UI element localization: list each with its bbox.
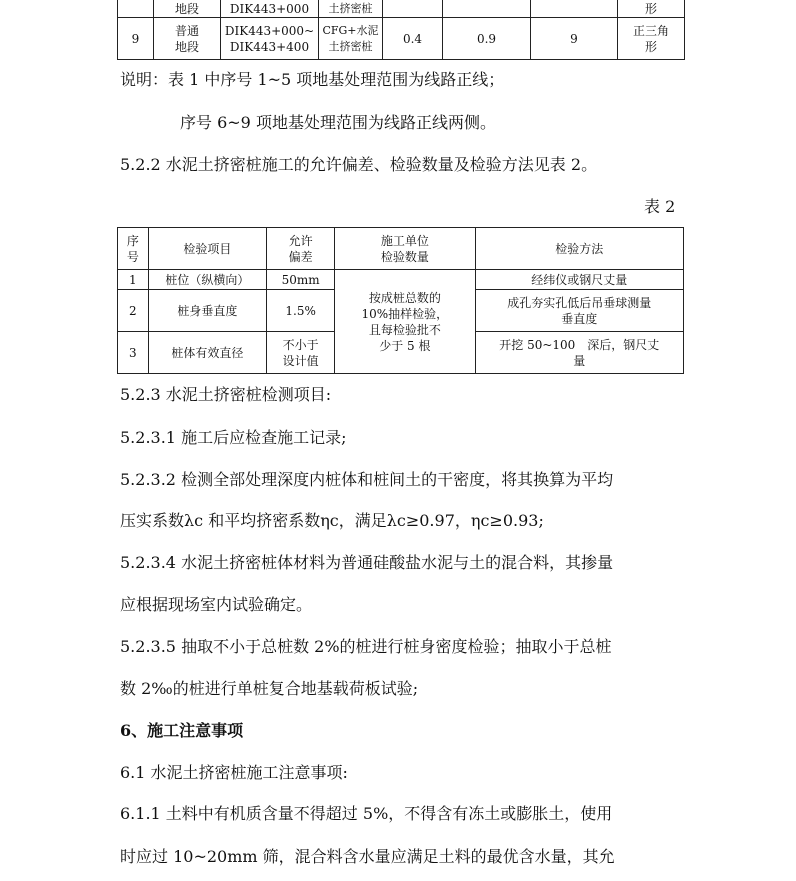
cell-text: 不小于 [282, 337, 319, 352]
cell-text: 50mm [281, 272, 320, 287]
table-cell [531, 18, 618, 60]
cell-text: 1.5% [285, 303, 316, 318]
table-cell [221, 18, 319, 60]
cell-text: 桩体有效直径 [171, 345, 244, 360]
cell-text: DIK443+000 [229, 2, 310, 16]
cell-text: 9 [131, 31, 140, 46]
table-cell [267, 270, 335, 290]
table-cell [475, 290, 683, 332]
para-6-1-1-line-1: 6.1.1 土料中有机质含量不得超过 5%，不得含有冻土或膨胀土，使用 [120, 804, 613, 823]
cell-text: 少于 5 根 [379, 338, 431, 353]
note-line-2: 序号 6~9 项地基处理范围为线路正线两侧。 [180, 113, 496, 132]
cell-text: 0.4 [402, 31, 423, 46]
table-cell [118, 290, 149, 332]
cell-text: 形 [644, 39, 657, 54]
table-cell [475, 270, 683, 290]
cell-text: 量 [573, 353, 586, 368]
cell-text: 正三角 [632, 23, 669, 38]
table-cell [443, 0, 531, 18]
cell-text: 设计值 [282, 353, 319, 368]
cell-text: 且每检验批不 [368, 322, 441, 337]
cell-text: 成孔夯实孔低后吊垂球测量 [507, 295, 652, 310]
table-cell [319, 0, 383, 18]
table-cell [118, 0, 154, 18]
table-1-fragment [117, 0, 685, 60]
cell-text: DIK443+400 [229, 39, 310, 54]
table-cell [148, 290, 266, 332]
section-5-2-2: 5.2.2 水泥土挤密桩施工的允许偏差、检验数量及检验方法见表 2。 [120, 155, 598, 174]
table-cell [531, 0, 618, 18]
cell-text: 土挤密桩 [328, 2, 373, 15]
table-cell-merged-quantity [335, 270, 475, 374]
table-cell [267, 290, 335, 332]
cell-text: 偏差 [288, 249, 313, 264]
table-cell [148, 270, 266, 290]
section-6-heading: 6、施工注意事项 [120, 721, 244, 740]
para-5-2-3-4-line-1: 5.2.3.4 水泥土挤密桩体材料为普通硅酸盐水泥与土的混合料，其掺量 [120, 553, 614, 572]
table-cell [383, 0, 443, 18]
table-cell [118, 270, 149, 290]
para-6-1-1-line-2: 时应过 10~20mm 筛，混合料含水量应满足土料的最优含水量，其允 [120, 847, 615, 866]
cell-text: 普通 [174, 23, 199, 38]
para-5-2-3: 5.2.3 水泥土挤密桩检测项目: [120, 385, 332, 404]
table-cell [383, 18, 443, 60]
table-cell [618, 0, 685, 18]
table-header-row [118, 228, 684, 270]
table-cell [148, 332, 266, 374]
header-cell-method [475, 228, 683, 270]
table-cell [154, 18, 221, 60]
table-cell [118, 18, 154, 60]
table-cell [475, 332, 683, 374]
cell-text: 施工单位 [380, 233, 429, 248]
cell-text: 形 [644, 2, 657, 16]
header-cell-no [118, 228, 149, 270]
para-5-2-3-5-line-1: 5.2.3.5 抽取不小于总桩数 2%的桩进行桩身密度检验；抽取小于总桩 [120, 637, 612, 656]
cell-text: 检验数量 [380, 249, 429, 264]
para-5-2-3-4-line-2: 应根据现场室内试验确定。 [120, 595, 313, 614]
header-cell-item [148, 228, 266, 270]
cell-text: 序 [126, 233, 139, 248]
cell-text: 2 [129, 303, 137, 318]
table-row [118, 0, 685, 18]
cell-text: DIK443+000~ [224, 23, 315, 38]
cell-text: 检验项目 [183, 241, 232, 256]
cell-text: 3 [129, 345, 137, 360]
cell-text: 号 [126, 249, 139, 264]
table-row [118, 270, 684, 290]
table-cell [154, 0, 221, 18]
cell-text: 土挤密桩 [328, 39, 373, 53]
table-cell [221, 0, 319, 18]
table-cell [443, 18, 531, 60]
cell-text: 地段 [174, 39, 199, 54]
para-5-2-3-1: 5.2.3.1 施工后应检查施工记录; [120, 428, 347, 447]
cell-text: 桩位（纵横向） [165, 272, 250, 287]
table-cell [267, 332, 335, 374]
cell-text: 开挖 50~100 深后，钢尺丈 [499, 337, 660, 352]
cell-text: 允许 [288, 233, 313, 248]
para-5-2-3-2-line-2: 压实系数λc 和平均挤密系数ηc，满足λc≥0.97，ηc≥0.93; [120, 511, 544, 530]
table-row [118, 18, 685, 60]
table-cell [618, 18, 685, 60]
cell-text: 10%抽样检验， [361, 306, 449, 321]
header-cell-tolerance [267, 228, 335, 270]
table-2 [117, 227, 684, 374]
para-6-1: 6.1 水泥土挤密桩施工注意事项: [120, 763, 348, 782]
cell-text: CFG+水泥 [322, 23, 379, 37]
note-line-1: 说明：表 1 中序号 1~5 项地基处理范围为线路正线； [120, 70, 505, 89]
cell-text: 检验方法 [555, 241, 604, 256]
table-cell [118, 332, 149, 374]
header-cell-quantity [335, 228, 475, 270]
cell-text: 经纬仪或钢尺丈量 [531, 272, 628, 287]
cell-text: 0.9 [476, 31, 497, 46]
para-5-2-3-2-line-1: 5.2.3.2 检测全部处理深度内桩体和桩间土的干密度，将其换算为平均 [120, 470, 614, 489]
cell-text: 9 [570, 31, 578, 46]
cell-text: 地段 [174, 2, 199, 16]
cell-text: 按成桩总数的 [368, 290, 441, 305]
table-2-label: 表 2 [644, 197, 676, 216]
table-cell [319, 18, 383, 60]
cell-text: 垂直度 [561, 311, 598, 326]
para-5-2-3-5-line-2: 数 2‰的桩进行单桩复合地基载荷板试验; [120, 679, 419, 698]
cell-text: 1 [129, 272, 137, 287]
cell-text: 桩身垂直度 [177, 303, 238, 318]
